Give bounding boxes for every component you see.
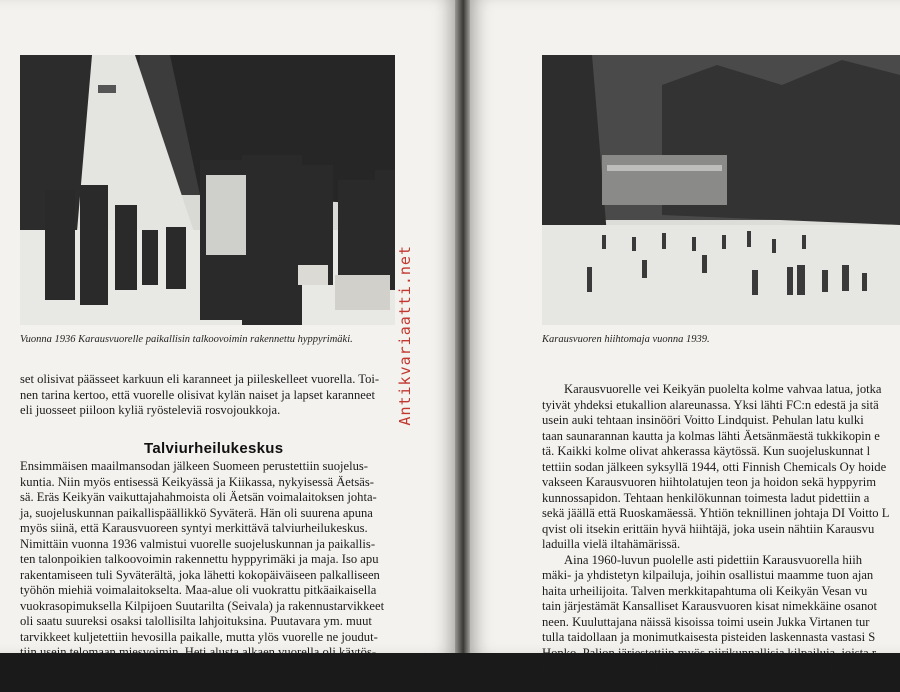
body-line: sä. Eräs Keikyän vaikuttajahahmoista oli Äetsän voimalaitoksen johta- [20, 490, 384, 506]
body-line: tarvikkeet kuljetettiin hevosilla paikalle, mutta ylös vuorelle ne joudut- [20, 630, 384, 646]
body-line: sekä jäällä että Ruoskamäessä. Yhtiön teknillinen johtaja DI Voitto L [542, 506, 894, 522]
book-gutter [455, 0, 470, 653]
body-line: oli saatu suureksi osaksi talollisilta lahjoituksina. Puutavara ym. muut [20, 614, 384, 630]
body-line: luttamosta kuultiin monesti Kaiku Honkakiven ääni. Luonnollisest [542, 677, 894, 692]
body-line: työhön miehiä voimalaitokselta. Maa-alue oli vuokrattu pitkäaikaisella [20, 583, 384, 599]
body-line: tettiin sodan jälkeen syksyllä 1944, otti Finnish Chemicals Oy hoide [542, 460, 894, 476]
body-line: kuntia. Niin myös entisessä Keikyässä ja Kiikassa, nykyisessä Äetsäs- [20, 475, 384, 491]
body-line: tain järjestämät Kansalliset Karausvuoren kisat nimekkäine osanot [542, 599, 894, 615]
watermark-text: Antikvariaatti.net [396, 245, 414, 426]
body-line: neen. Kuuluttajana näissä kisoissa toimi usein Jukka Virtanen tur [542, 615, 894, 631]
body-line: qvist oli itsekin erittäin hyvä hiihtäjä, joka usein nähtiin Karausvu [542, 522, 894, 538]
left-page [0, 0, 455, 653]
body-line: tyivät yhdeksi etukallion alareunassa. Yksi lähti FC:n edestä ja sitä [542, 398, 894, 414]
section-heading: Talviurheilukeskus [144, 440, 283, 457]
ski-jump-caption: Vuonna 1936 Karausvuorelle paikallisin talkoovoimin rakennettu hyppyrimäki. [20, 334, 353, 345]
body-line: tiin usein telomaan miesvoimin. Heti alusta alkaen vuorella oli käytös- [20, 645, 384, 661]
intro-paragraph [20, 372, 379, 419]
body-line: taan saunarannan kautta ja kolmas lähti Äetsänmäestä tukkikopin e [542, 429, 894, 445]
body-paragraph [20, 459, 384, 661]
ski-jump-photo [20, 55, 395, 325]
body-line: Aina 1960-luvun puolelle asti pidettiin Karausvuorella hiih [542, 553, 894, 569]
ski-lodge-photo-image [542, 55, 900, 325]
ski-lodge-photo [542, 55, 900, 325]
body-line: tulla taidollaan ja monimutkaisesta pisteiden laskennasta vastasi S [542, 630, 894, 646]
right-page [470, 0, 900, 653]
body-line: laduilla vielä iltahämärissä. [542, 537, 894, 553]
intro-line: nen tarina kertoo, että vuorelle olisivat kylän naiset ja lapset karanneet [20, 388, 379, 404]
body-line: mäki- ja yhdistetyn kilpailuja, joihin osallistui maamme tuon ajan [542, 568, 894, 584]
intro-line: set olisivat päässeet karkuun eli karanneet ja piileskelleet vuorella. Toi- [20, 372, 379, 388]
body-line: Nimittäin vuonna 1936 valmistui vuorelle suojeluskunnan ja paikallis- [20, 537, 384, 553]
body-line: haita urheilijoita. Talven merkkitapahtuma oli Keikyän Vesan vu [542, 584, 894, 600]
body-line: rakentamiseen tuli Syväterältä, joka lähetti kokopäiväiseen palkalliseen [20, 568, 384, 584]
ski-lodge-caption: Karausvuoren hiihtomaja vuonna 1939. [542, 334, 710, 345]
right-body-paragraph [542, 382, 894, 692]
intro-line: eli juosseet piiloon kyliä ryösteleviä rosvojoukkoja. [20, 403, 379, 419]
body-line: Ensimmäisen maailmansodan jälkeen Suomeen perustettiin suojelus- [20, 459, 384, 475]
body-line: ten talonpoikien talkoovoimin rakennettu hyppyrimäki ja maja. Iso apu [20, 552, 384, 568]
body-line: tä. Kaikki kolme olivat ahkerassa käytössä. Kun suojeluskunnat l [542, 444, 894, 460]
body-line: vakseen Karausvuoren hiihtolatujen teon ja hoidon sekä hyppyrim [542, 475, 894, 491]
body-line: kunnossapidon. Tehtaan henkilökunnan toimesta ladut pidettiin a [542, 491, 894, 507]
body-line: nittakoon mm. Keikyän Yrityksen jokavuotiset Marianpäivän kisat. K [542, 661, 894, 677]
body-line: Honko. Paljon järjestettiin myös piirikunnallisia kilpailuja, joista r [542, 646, 894, 662]
body-line: ja, suojeluskunnan paikallispäällikkö Syväterä. Hän oli suurena apuna [20, 506, 384, 522]
body-line: myös siinä, että Karausvuoreen syntyi merkittävä talviurheilukeskus. [20, 521, 384, 537]
ski-jump-photo-image [20, 55, 395, 325]
body-line: Karausvuorelle vei Keikyän puolelta kolme vahvaa latua, jotka [542, 382, 894, 398]
body-line: vuokrasopimuksella Kilpijoen Suutarilta (Seivala) ja rakennustarvikkeet [20, 599, 384, 615]
body-line: usein auki tehtaan insinööri Voitto Lindquist. Pehulan latu kulki [542, 413, 894, 429]
